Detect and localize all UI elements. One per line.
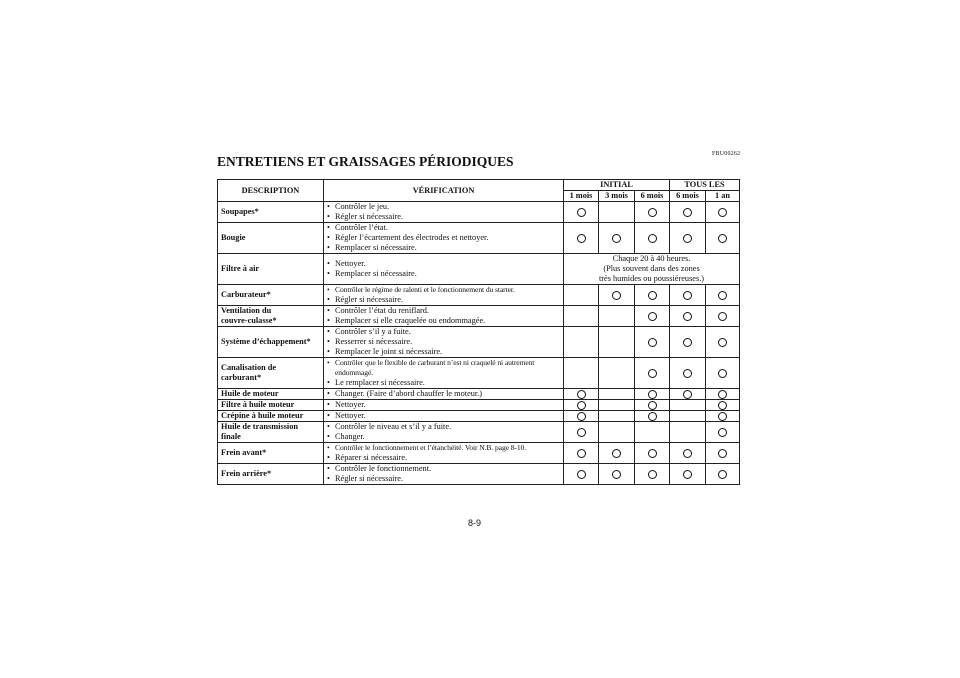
interval-cell xyxy=(599,223,635,254)
verification-cell xyxy=(324,254,564,285)
circle-icon xyxy=(683,291,692,300)
item-name-line: Soupapes* xyxy=(221,207,259,216)
interval-cell xyxy=(635,327,670,358)
interval-cell xyxy=(706,422,740,443)
check-item: • Remplacer si elle craquelée ou endommagée. xyxy=(327,316,560,326)
interval-cell xyxy=(564,223,599,254)
interval-note-line: (Plus souvent dans des zones xyxy=(603,264,700,273)
check-item: • Contrôler le régime de ralenti et le fonctionnement du starter. xyxy=(327,285,560,295)
interval-cell xyxy=(635,358,670,389)
interval-cell xyxy=(635,202,670,223)
check-item: • Nettoyer. xyxy=(327,400,560,410)
interval-cell xyxy=(635,223,670,254)
interval-cell xyxy=(599,411,635,422)
interval-cell xyxy=(670,400,706,411)
table-row xyxy=(218,327,740,358)
interval-cell xyxy=(635,443,670,464)
check-item: • Contrôler le fonctionnement. xyxy=(327,464,560,474)
verification-cell xyxy=(324,464,564,485)
interval-cell xyxy=(599,306,635,327)
checks-list xyxy=(327,202,560,222)
circle-icon xyxy=(648,312,657,321)
interval-cell xyxy=(670,358,706,389)
interval-cell xyxy=(706,358,740,389)
interval-cell xyxy=(670,223,706,254)
interval-cell xyxy=(670,464,706,485)
item-name-line: Filtre à huile moteur xyxy=(221,400,295,409)
header-period: 6 mois xyxy=(635,191,670,202)
checks-list xyxy=(327,306,560,326)
verification-cell xyxy=(324,202,564,223)
interval-cell xyxy=(635,464,670,485)
item-name-line: Crépine à huile moteur xyxy=(221,411,304,420)
interval-cell xyxy=(706,285,740,306)
checks-list xyxy=(327,358,560,388)
circle-icon xyxy=(648,401,657,410)
verification-cell xyxy=(324,306,564,327)
interval-cell xyxy=(599,327,635,358)
header-period: 6 mois xyxy=(670,191,706,202)
verification-cell xyxy=(324,443,564,464)
circle-icon xyxy=(648,338,657,347)
checks-list xyxy=(327,464,560,484)
circle-icon xyxy=(612,291,621,300)
circle-icon xyxy=(577,428,586,437)
circle-icon xyxy=(577,208,586,217)
circle-icon xyxy=(683,338,692,347)
circle-icon xyxy=(577,390,586,399)
checks-list xyxy=(327,285,560,305)
circle-icon xyxy=(683,234,692,243)
interval-note-line: très humides ou poussiéreuses.) xyxy=(598,274,705,283)
check-item: • Réparer si nécessaire. xyxy=(327,453,560,463)
item-name-line: Bougie xyxy=(221,233,246,242)
circle-icon xyxy=(718,208,727,217)
interval-cell xyxy=(706,306,740,327)
interval-cell xyxy=(670,411,706,422)
check-item: • Régler l’écartement des électrodes et nettoyer. xyxy=(327,233,560,243)
item-name-line: Frein avant* xyxy=(221,448,267,457)
checks-list xyxy=(327,259,560,279)
interval-cell xyxy=(635,306,670,327)
checks-list xyxy=(327,400,560,410)
table-row xyxy=(218,223,740,254)
header-period: 1 an xyxy=(706,191,740,202)
circle-icon xyxy=(683,390,692,399)
table-body xyxy=(218,202,740,485)
check-item: • Contrôler l’état. xyxy=(327,223,560,233)
check-item: • Contrôler que le flexible de carburant n’est ni craquelé ni autrement endommagé. xyxy=(327,358,560,378)
circle-icon xyxy=(648,369,657,378)
circle-icon xyxy=(577,449,586,458)
circle-icon xyxy=(648,234,657,243)
interval-cell xyxy=(564,422,599,443)
interval-cell xyxy=(670,202,706,223)
table-row xyxy=(218,443,740,464)
item-name xyxy=(218,411,324,422)
interval-cell xyxy=(706,400,740,411)
circle-icon xyxy=(718,449,727,458)
header-verification: VÉRIFICATION xyxy=(324,180,564,202)
interval-cell xyxy=(670,443,706,464)
checks-list xyxy=(327,422,560,442)
document-code: FBU00262 xyxy=(712,151,741,157)
interval-cell xyxy=(635,389,670,400)
item-name xyxy=(218,443,324,464)
table-row xyxy=(218,389,740,400)
circle-icon xyxy=(718,312,727,321)
circle-icon xyxy=(648,449,657,458)
item-name xyxy=(218,422,324,443)
item-name xyxy=(218,464,324,485)
check-item: • Contrôler le jeu. xyxy=(327,202,560,212)
maintenance-table xyxy=(217,179,740,485)
check-item: • Contrôler s’il y a fuite. xyxy=(327,327,560,337)
verification-cell xyxy=(324,358,564,389)
circle-icon xyxy=(718,291,727,300)
item-name-line: Huile de transmission xyxy=(221,422,298,431)
interval-cell xyxy=(599,358,635,389)
verification-cell xyxy=(324,285,564,306)
interval-cell xyxy=(706,327,740,358)
table-row xyxy=(218,464,740,485)
item-name-line: Ventilation du xyxy=(221,306,272,315)
item-name xyxy=(218,223,324,254)
circle-icon xyxy=(718,470,727,479)
circle-icon xyxy=(683,312,692,321)
circle-icon xyxy=(718,428,727,437)
interval-cell xyxy=(670,306,706,327)
verification-cell xyxy=(324,389,564,400)
circle-icon xyxy=(683,449,692,458)
check-item: • Remplacer le joint si nécessaire. xyxy=(327,347,560,357)
interval-cell xyxy=(564,464,599,485)
circle-icon xyxy=(648,412,657,421)
interval-cell xyxy=(599,389,635,400)
interval-cell xyxy=(599,422,635,443)
item-name xyxy=(218,389,324,400)
circle-icon xyxy=(577,401,586,410)
table-row xyxy=(218,202,740,223)
item-name-line: couvre-culasse* xyxy=(221,316,277,325)
interval-note-line: Chaque 20 à 40 heures. xyxy=(612,254,691,263)
table-row xyxy=(218,411,740,422)
verification-cell xyxy=(324,223,564,254)
interval-cell xyxy=(635,285,670,306)
circle-icon xyxy=(718,401,727,410)
check-item: • Nettoyer. xyxy=(327,411,560,421)
check-item: • Régler si nécessaire. xyxy=(327,212,560,222)
check-item: • Nettoyer. xyxy=(327,259,560,269)
circle-icon xyxy=(718,338,727,347)
item-name xyxy=(218,327,324,358)
circle-icon xyxy=(648,291,657,300)
item-name xyxy=(218,254,324,285)
interval-cell xyxy=(670,422,706,443)
check-item: • Contrôler le fonctionnement et l’étanchéité. Voir N.B. page 8-10. xyxy=(327,443,560,453)
item-name-line: carburant* xyxy=(221,373,262,382)
circle-icon xyxy=(648,390,657,399)
checks-list xyxy=(327,389,560,399)
interval-cell xyxy=(564,400,599,411)
header-initial: INITIAL xyxy=(564,180,670,191)
interval-cell xyxy=(670,389,706,400)
interval-cell xyxy=(635,400,670,411)
circle-icon xyxy=(718,234,727,243)
circle-icon xyxy=(648,208,657,217)
interval-note xyxy=(564,254,740,285)
interval-cell xyxy=(599,202,635,223)
checks-list xyxy=(327,443,560,463)
check-item: • Remplacer si nécessaire. xyxy=(327,269,560,279)
check-item: • Contrôler le niveau et s’il y a fuite. xyxy=(327,422,560,432)
check-item: • Changer. (Faire d’abord chauffer le moteur.) xyxy=(327,389,560,399)
interval-cell xyxy=(670,327,706,358)
circle-icon xyxy=(718,412,727,421)
circle-icon xyxy=(612,234,621,243)
check-item: • Resserrer si nécessaire. xyxy=(327,337,560,347)
interval-cell xyxy=(564,327,599,358)
interval-cell xyxy=(564,202,599,223)
interval-cell xyxy=(706,464,740,485)
verification-cell xyxy=(324,422,564,443)
interval-cell xyxy=(564,389,599,400)
check-item: • Contrôler l’état du reniflard. xyxy=(327,306,560,316)
interval-cell xyxy=(706,202,740,223)
interval-cell xyxy=(564,306,599,327)
item-name-line: Filtre à air xyxy=(221,264,260,273)
circle-icon xyxy=(577,470,586,479)
circle-icon xyxy=(648,470,657,479)
header-period: 1 mois xyxy=(564,191,599,202)
check-item: • Régler si nécessaire. xyxy=(327,295,560,305)
item-name xyxy=(218,400,324,411)
circle-icon xyxy=(577,234,586,243)
checks-list xyxy=(327,411,560,421)
header-description: DESCRIPTION xyxy=(218,180,324,202)
interval-cell xyxy=(564,411,599,422)
interval-cell xyxy=(706,223,740,254)
interval-cell xyxy=(670,285,706,306)
interval-cell xyxy=(564,285,599,306)
check-item: • Changer. xyxy=(327,432,560,442)
checks-list xyxy=(327,327,560,357)
table-row xyxy=(218,285,740,306)
circle-icon xyxy=(683,208,692,217)
circle-icon xyxy=(718,390,727,399)
interval-cell xyxy=(564,443,599,464)
header-tous-les: TOUS LES xyxy=(670,180,740,191)
interval-cell xyxy=(599,464,635,485)
table-row xyxy=(218,306,740,327)
interval-cell xyxy=(635,422,670,443)
item-name xyxy=(218,358,324,389)
item-name-line: Carburateur* xyxy=(221,290,271,299)
circle-icon xyxy=(683,470,692,479)
circle-icon xyxy=(577,412,586,421)
item-name-line: Canalisation de xyxy=(221,363,277,372)
interval-cell xyxy=(706,389,740,400)
verification-cell xyxy=(324,327,564,358)
interval-cell xyxy=(564,358,599,389)
item-name-line: Huile de moteur xyxy=(221,389,279,398)
item-name xyxy=(218,285,324,306)
item-name xyxy=(218,202,324,223)
check-item: • Régler si nécessaire. xyxy=(327,474,560,484)
page-number: 8-9 xyxy=(468,518,482,528)
interval-cell xyxy=(599,443,635,464)
interval-cell xyxy=(706,443,740,464)
circle-icon xyxy=(612,470,621,479)
table-row xyxy=(218,254,740,285)
circle-icon xyxy=(683,369,692,378)
circle-icon xyxy=(612,449,621,458)
item-name xyxy=(218,306,324,327)
verification-cell xyxy=(324,400,564,411)
verification-cell xyxy=(324,411,564,422)
interval-cell xyxy=(635,411,670,422)
page-title: ENTRETIENS ET GRAISSAGES PÉRIODIQUES xyxy=(217,154,514,169)
interval-cell xyxy=(599,400,635,411)
table-row xyxy=(218,358,740,389)
interval-cell xyxy=(599,285,635,306)
item-name-line: Système d’échappement* xyxy=(221,337,311,346)
header-period: 3 mois xyxy=(599,191,635,202)
circle-icon xyxy=(718,369,727,378)
item-name-line: Frein arrière* xyxy=(221,469,272,478)
table-row xyxy=(218,400,740,411)
checks-list xyxy=(327,223,560,253)
check-item: • Remplacer si nécessaire. xyxy=(327,243,560,253)
item-name-line: finale xyxy=(221,432,241,441)
check-item: • Le remplacer si nécessaire. xyxy=(327,378,560,388)
table-row xyxy=(218,422,740,443)
interval-cell xyxy=(706,411,740,422)
